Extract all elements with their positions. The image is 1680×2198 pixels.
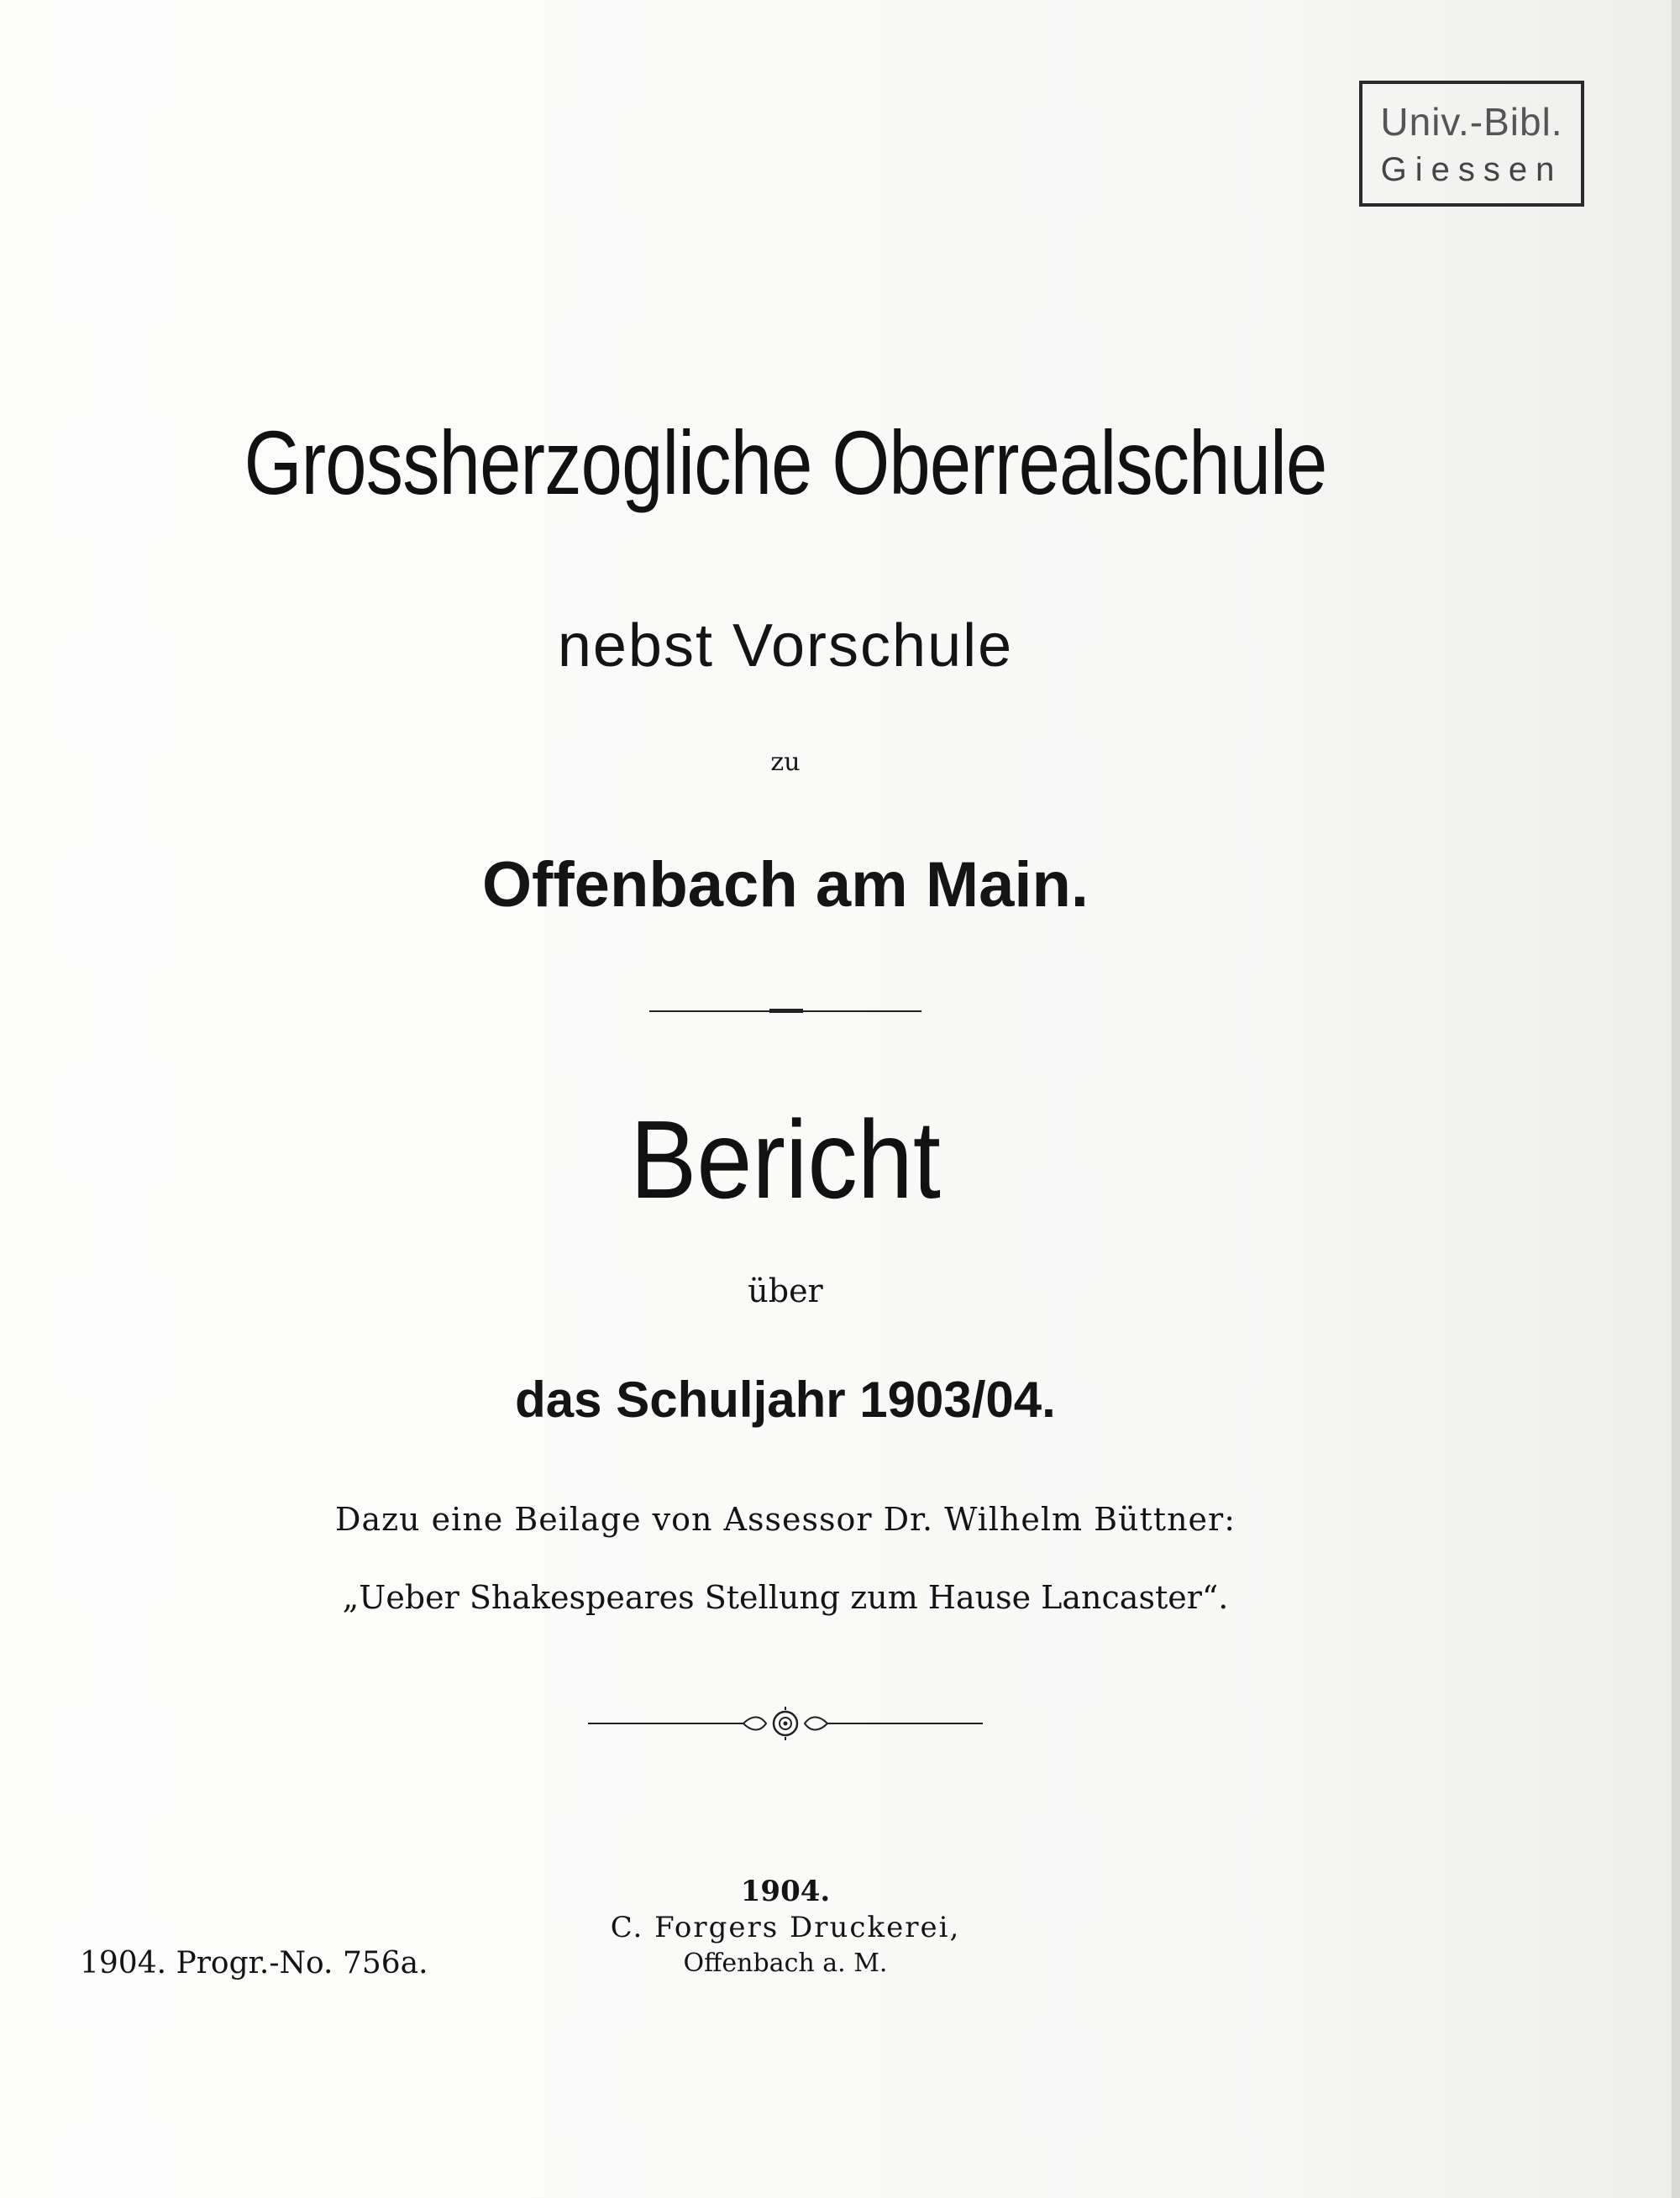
- supplement-author: Dazu eine Beilage von Assessor Dr. Wilhelm Büttner:: [334, 1501, 1236, 1538]
- connector-zu: zu: [770, 748, 801, 777]
- report-heading: Bericht: [630, 1098, 941, 1221]
- imprint-year: 1904.: [740, 1875, 831, 1908]
- stamp-text-library: Univ.-Bibl.: [1380, 100, 1563, 144]
- connector-ueber: über: [748, 1272, 823, 1309]
- stamp-text-city: Giessen: [1380, 151, 1563, 188]
- library-stamp: [1359, 81, 1584, 207]
- school-title: Grossherzogliche Oberrealschule: [244, 412, 1327, 513]
- imprint-printer: C. Forgers Druckerei,: [610, 1911, 961, 1944]
- program-number: 1904. Progr.-No. 756a.: [80, 1946, 428, 1980]
- school-subtitle: nebst Vorschule: [557, 612, 1014, 679]
- supplement-title: „Ueber Shakespeares Stellung zum Hause Lancaster“.: [342, 1579, 1229, 1616]
- city-name: Offenbach am Main.: [481, 849, 1089, 921]
- school-year: das Schuljahr 1903/04.: [515, 1372, 1056, 1428]
- imprint-place: Offenbach a. M.: [683, 1949, 888, 1978]
- divider-rule-center: [769, 1009, 803, 1013]
- fleuron-ornament-icon: [588, 1705, 983, 1742]
- page-edge-shadow: [1672, 0, 1680, 2198]
